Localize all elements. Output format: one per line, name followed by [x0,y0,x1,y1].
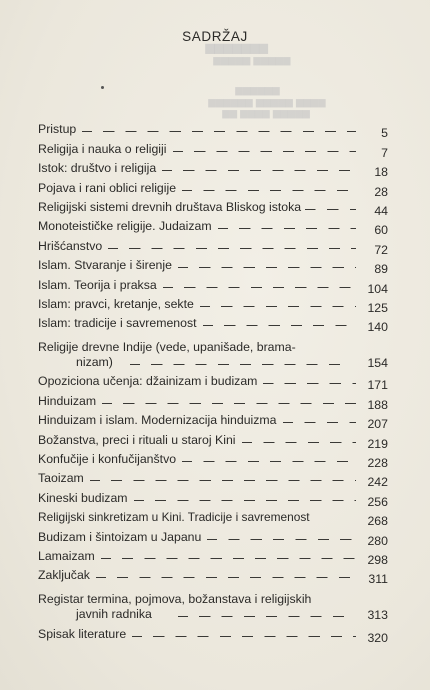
toc-entry-title: Registar termina, pojmova, božanstava i religijskih [38,592,312,607]
toc-entry-page: 104 [367,281,388,296]
toc-entry-page: 207 [367,417,388,432]
dot-leader [101,558,356,559]
toc-entry-page: 60 [374,223,388,238]
dot-leader [178,616,350,617]
toc-entry[interactable] [38,157,388,180]
toc-entry-page: 280 [367,533,388,548]
toc-entry-title: Spisak literature [38,626,127,641]
toc-entry-title: Islam: tradicije i savremenost [38,316,197,331]
toc-entry-page: 228 [367,456,388,471]
toc-entry[interactable] [38,176,388,199]
toc-entry-page: 5 [381,126,388,141]
toc-entry[interactable] [38,293,388,315]
toc-entry-title: Religija i nauka o religiji [38,141,167,156]
toc-entry-title: Pojava i rani oblici religije [38,180,177,195]
toc-entry[interactable] [38,486,388,509]
toc-entry-title: Zaključak [38,568,90,583]
toc-entry-page: 28 [374,184,388,199]
toc-entry-title: Taoizam [38,471,84,486]
toc-entry[interactable] [38,564,388,587]
toc-entry-title-continued: javnih radnika [76,606,152,621]
toc-entry-title: Budizam i šintoizam u Japanu [38,529,202,544]
toc-entry-page: 219 [367,436,388,451]
toc-entry[interactable] [38,215,388,238]
dot-leader [163,287,356,288]
toc-entry-title: Opoziciona učenja: džainizam i budizam [38,374,258,389]
toc-entry-page: 188 [367,397,388,412]
toc-entry-title: Religije drevne Indije (vede, upanišade, brama- [38,340,296,355]
toc-entry[interactable] [38,428,388,451]
dot-leader [203,325,356,326]
toc-entry-page: 72 [374,242,388,257]
toc-entry-page: 89 [374,262,388,277]
dot-leader [178,267,356,268]
dot-leader [162,170,356,171]
toc-entry[interactable] [38,273,388,296]
toc-entry[interactable] [38,622,388,645]
toc-entry[interactable] [38,583,388,622]
toc-entry[interactable] [38,467,388,490]
dot-leader [108,248,356,249]
toc-entry-title: Islam: pravci, kretanje, sekte [38,296,194,311]
dot-leader [207,539,356,540]
bleed-through-text: ▆▆▆▆▆ ▆▆▆▆ ▆▆ [222,108,310,118]
toc-entry-page: 298 [367,553,388,567]
dot-leader [96,577,356,578]
toc-entry[interactable] [38,137,388,160]
toc-entry-page: 320 [367,630,388,645]
toc-entry-page: 311 [368,572,388,587]
toc-entry-title: Hinduizam [38,393,97,408]
dot-leader [263,383,356,384]
toc-entry[interactable] [38,118,388,141]
toc-entry[interactable] [38,370,388,393]
toc-entry-title: Istok: društvo i religija [38,161,157,176]
toc-entry-page: 140 [367,320,388,335]
dot-leader [102,403,356,404]
table-of-contents [38,118,388,645]
toc-entry-page: 125 [367,300,388,315]
ink-speck [101,86,104,89]
toc-entry-title: Kineski budizam [38,490,128,505]
toc-entry-page: 154 [367,356,388,371]
toc-entry-page: 7 [381,145,388,160]
dot-leader [130,364,350,365]
toc-entry-title: Monoteističke religije. Judaizam [38,219,212,234]
toc-entry[interactable] [38,234,388,257]
toc-entry-page: 268 [367,514,388,529]
toc-entry-title: Pristup [38,122,77,137]
toc-entry-page: 256 [367,494,388,509]
toc-entry[interactable] [38,331,388,370]
toc-entry-title: Hrišćanstvo [38,238,103,253]
dot-leader [134,500,356,501]
toc-entry-title: Islam. Teorija i praksa [38,277,157,292]
toc-entry-title: Konfučije i konfučijanštvo [38,452,177,467]
page-title: SADRŽAJ [182,29,248,44]
bleed-through-text: ▆▆▆▆▆▆ [235,85,280,95]
toc-entry[interactable] [38,506,388,529]
toc-entry-page: 171 [367,378,388,393]
toc-entry-title: Lamaizam [38,549,95,563]
dot-leader [200,306,356,307]
toc-entry-title: Islam. Stvaranje i širenje [38,258,172,273]
bleed-through-text: ▆▆▆▆▆▆▆ [205,42,268,54]
toc-entry-page: 44 [374,203,388,218]
dot-leader [218,228,356,229]
dot-leader [173,151,357,152]
dot-leader [242,442,356,443]
toc-entry[interactable] [38,409,388,432]
toc-entry-title: Hinduizam i islam. Modernizacija hinduizma [38,413,277,428]
toc-entry-title: Religijski sistemi drevnih društava Bliskog istoka [38,199,302,214]
toc-entry[interactable] [38,254,388,277]
toc-entry[interactable] [38,312,388,335]
toc-entry[interactable] [38,525,388,548]
bleed-through-text: ▆▆▆▆▆ ▆▆▆▆▆ [213,55,291,65]
toc-entry[interactable] [38,448,388,471]
dot-leader [305,209,356,210]
toc-entry-title: Religijski sinkretizam u Kini. Tradicije i savremenost [38,510,310,525]
dot-leader [182,461,356,462]
toc-entry-title: Božanstva, preci i rituali u staroj Kini [38,432,236,447]
dot-leader [132,636,356,637]
toc-entry-page: 313 [367,608,388,623]
dot-leader [283,422,356,423]
toc-entry[interactable] [38,389,388,412]
toc-entry-title-continued: nizam) [76,354,113,369]
bleed-through-text: ▆▆▆▆ ▆▆▆▆▆ ▆▆▆▆▆▆ [208,97,326,107]
dot-leader [82,131,356,132]
toc-entry-page: 242 [367,475,388,490]
dot-leader [182,190,356,191]
toc-entry-page: 18 [374,165,388,180]
dot-leader [90,480,356,481]
toc-entry[interactable] [38,196,388,218]
toc-entry[interactable] [38,545,388,567]
